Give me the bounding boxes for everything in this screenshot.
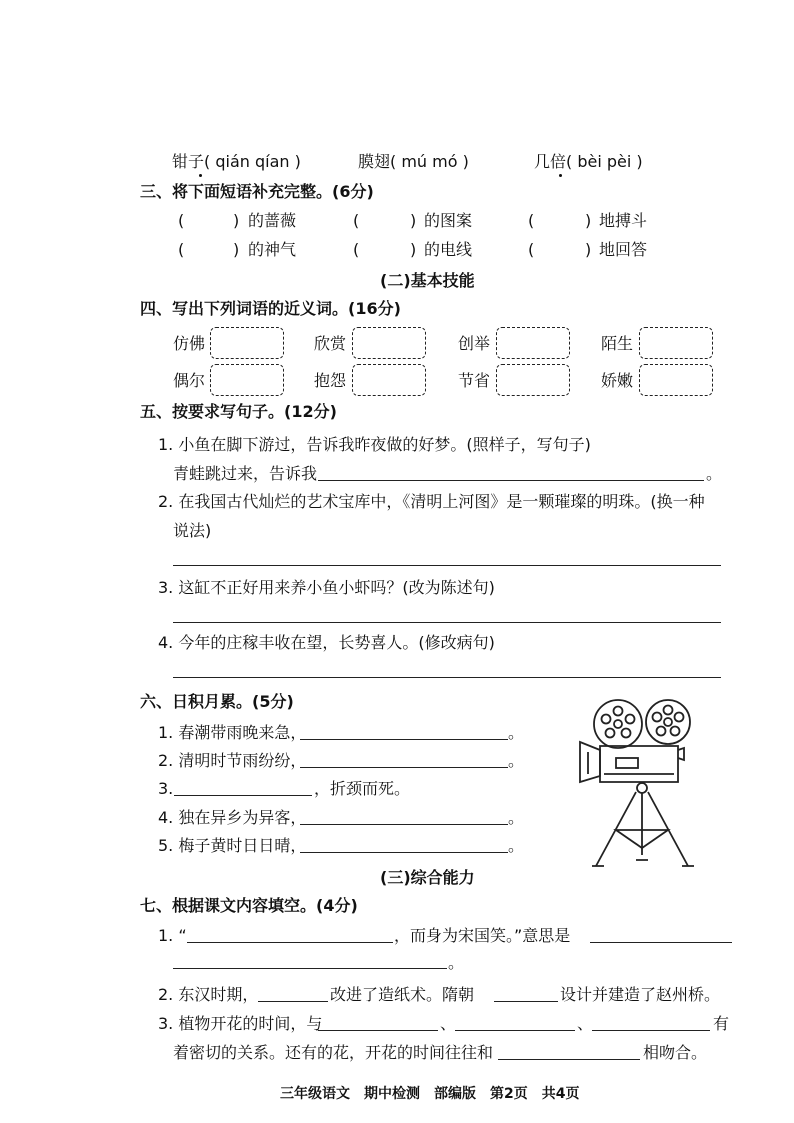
answer-line[interactable] <box>173 677 721 678</box>
q6-line-1: 1. 春潮带雨晚来急， <box>158 723 307 742</box>
q4-word: 娇嫩 <box>601 371 634 390</box>
q7-item-1-end: 。 <box>448 953 465 972</box>
open-paren: ( <box>178 240 185 259</box>
pinyin-word: 几倍 <box>534 152 567 171</box>
q5-item-3: 3. 这缸不正好用来养小鱼小虾吗？(改为陈述句) <box>158 578 495 597</box>
q7-item-3-sep: 、 <box>577 1014 594 1033</box>
q7-item-1-pre: 1. “ <box>158 926 187 945</box>
q6-title: 六、日积月累。(5分) <box>140 692 294 711</box>
answer-line[interactable] <box>498 1059 640 1060</box>
q4-word: 仿佛 <box>173 334 206 353</box>
q7-item-3-sep: 、 <box>440 1014 457 1033</box>
answer-line[interactable] <box>318 1030 438 1031</box>
q7-item-3-pre: 3. 植物开花的时间，与 <box>158 1014 323 1033</box>
q6-line-2: 2. 清明时节雨纷纷， <box>158 751 307 770</box>
answer-line[interactable] <box>590 942 732 943</box>
close-paren: ) <box>585 240 592 259</box>
answer-line[interactable] <box>300 739 508 740</box>
open-paren: ( <box>353 240 360 259</box>
answer-box[interactable] <box>639 364 713 396</box>
page-footer: 三年级语文 期中检测 部编版 第2页 共4页 <box>280 1086 580 1102</box>
answer-line[interactable] <box>300 824 508 825</box>
q5-item-1-prompt: 青蛙跳过来，告诉我 <box>173 464 318 483</box>
answer-box[interactable] <box>496 364 570 396</box>
q6-line-end: 。 <box>508 808 525 827</box>
close-paren: ) <box>585 211 592 230</box>
q4-word: 抱怨 <box>314 371 347 390</box>
answer-line[interactable] <box>173 565 721 566</box>
q3-phrase: 地搏斗 <box>599 211 648 230</box>
answer-box[interactable] <box>352 364 426 396</box>
emphasis-dot <box>199 174 202 177</box>
emphasis-dot <box>559 174 562 177</box>
answer-line[interactable] <box>300 852 508 853</box>
open-paren: ( <box>178 211 185 230</box>
pinyin-item-3 <box>534 152 643 172</box>
answer-box[interactable] <box>210 327 284 359</box>
pinyin-text: ( mú mó ) <box>390 152 469 171</box>
q6-line-end: 。 <box>508 836 525 855</box>
answer-box[interactable] <box>210 364 284 396</box>
answer-line[interactable] <box>318 480 704 481</box>
pinyin-text: ( bèi pèi ) <box>566 152 643 171</box>
q7-item-3-end: 有 <box>713 1014 730 1033</box>
pinyin-word: 膜翅 <box>358 152 391 171</box>
answer-line[interactable] <box>592 1030 710 1031</box>
section-heading-3: (三)综合能力 <box>380 868 475 887</box>
q3-phrase: 地回答 <box>599 240 648 259</box>
answer-line[interactable] <box>187 942 393 943</box>
q4-word: 陌生 <box>601 334 634 353</box>
open-paren: ( <box>353 211 360 230</box>
q4-word: 欣赏 <box>314 334 347 353</box>
q4-title: 四、写出下列词语的近义词。(16分) <box>140 299 401 318</box>
pinyin-text: ( qián qían ) <box>204 152 301 171</box>
q6-line-4: 4. 独在异乡为异客， <box>158 808 307 827</box>
q3-phrase: 的图案 <box>424 211 473 230</box>
q5-item-1-end: 。 <box>706 464 723 483</box>
q6-line-5: 5. 梅子黄时日日晴， <box>158 836 307 855</box>
answer-line[interactable] <box>455 1030 575 1031</box>
q5-item-1: 1. 小鱼在脚下游过，告诉我昨夜做的好梦。(照样子，写句子) <box>158 435 591 454</box>
open-paren: ( <box>528 211 535 230</box>
q7-item-3-line2-end: 相吻合。 <box>643 1043 708 1062</box>
q6-line-3-post: ，折颈而死。 <box>314 779 411 798</box>
section-heading-2: (二)基本技能 <box>380 271 475 290</box>
q5-item-4: 4. 今年的庄稼丰收在望，长势喜人。(修改病句) <box>158 633 495 652</box>
q3-phrase: 的电线 <box>424 240 473 259</box>
close-paren: ) <box>410 240 417 259</box>
pinyin-item-2 <box>358 152 469 172</box>
q6-line-3-pre: 3. <box>158 779 174 798</box>
close-paren: ) <box>233 211 240 230</box>
answer-line[interactable] <box>258 1001 328 1002</box>
q4-word: 偶尔 <box>173 371 206 390</box>
q7-title: 七、根据课文内容填空。(4分) <box>140 896 358 915</box>
close-paren: ) <box>410 211 417 230</box>
q3-title: 三、将下面短语补充完整。(6分) <box>140 182 374 201</box>
q7-item-2-mid: 改进了造纸术。隋朝 <box>330 985 475 1004</box>
q7-item-3-line2: 着密切的关系。还有的花，开花的时间往往和 <box>173 1043 494 1062</box>
film-projector-illustration <box>570 690 700 870</box>
open-paren: ( <box>528 240 535 259</box>
q6-line-end: 。 <box>508 723 525 742</box>
answer-line[interactable] <box>173 968 447 969</box>
q3-phrase: 的神气 <box>248 240 297 259</box>
q5-title: 五、按要求写句子。(12分) <box>140 402 337 421</box>
answer-line[interactable] <box>174 795 312 796</box>
answer-box[interactable] <box>639 327 713 359</box>
answer-line[interactable] <box>494 1001 558 1002</box>
answer-box[interactable] <box>352 327 426 359</box>
q6-line-end: 。 <box>508 751 525 770</box>
answer-box[interactable] <box>496 327 570 359</box>
pinyin-word: 钳子 <box>172 152 205 171</box>
q5-item-2-cont: 说法) <box>173 521 212 540</box>
q7-item-1-mid: ，而身为宋国笑。”意思是 <box>394 926 571 945</box>
q4-word: 节省 <box>458 371 491 390</box>
q7-item-2-pre: 2. 东汉时期， <box>158 985 259 1004</box>
answer-line[interactable] <box>173 622 721 623</box>
answer-line[interactable] <box>300 767 508 768</box>
q3-phrase: 的蔷薇 <box>248 211 297 230</box>
pinyin-item-1 <box>172 152 301 172</box>
q7-item-2-end: 设计并建造了赵州桥。 <box>560 985 721 1004</box>
q4-word: 创举 <box>458 334 491 353</box>
close-paren: ) <box>233 240 240 259</box>
q5-item-2: 2. 在我国古代灿烂的艺术宝库中，《清明上河图》是一颗璀璨的明珠。(换一种 <box>158 492 705 511</box>
